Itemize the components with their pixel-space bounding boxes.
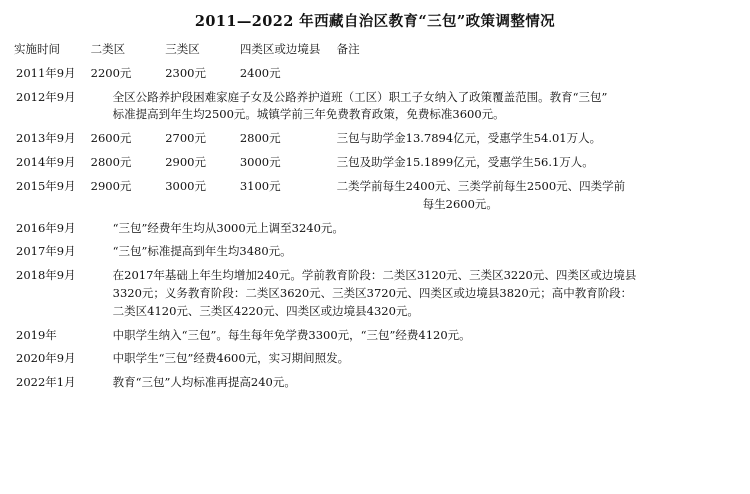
cell-full-note: [89, 240, 738, 264]
note-line: 教育“三包”人均标准再提高240元。: [112, 375, 296, 390]
cell-full-note: [89, 217, 738, 241]
cell-time: 2012年9月: [16, 89, 76, 104]
cell-time: 2020年9月: [16, 351, 76, 366]
table-row: [12, 217, 738, 241]
cell-full-note: [89, 371, 738, 395]
cell-full-note: [89, 324, 738, 348]
table-row: [12, 371, 738, 395]
cell-class3: 3000元: [165, 178, 207, 193]
note-line: 二类学前每生2400元、三类学前每生2500元、四类学前: [336, 178, 626, 193]
cell-class4: 2400元: [239, 65, 281, 80]
page-title: 2011—2022 年西藏自治区教育“三包”政策调整情况: [194, 13, 556, 30]
column-header-time: 实施时间: [14, 42, 60, 56]
note-line: 二类区4120元、三类区4220元、四类区或边境县4320元。: [112, 303, 419, 318]
cell-class4: 3000元: [239, 155, 281, 170]
cell-time: 2017年9月: [16, 244, 76, 259]
note-line: “三包”标准提高到年生均3480元。: [112, 244, 292, 259]
cell-full-note: [89, 347, 738, 371]
cell-note: 三包与助学金13.7894亿元，受惠学生54.01万人。: [336, 131, 602, 146]
header-row: [12, 38, 738, 62]
cell-note: [335, 175, 738, 217]
note-line: 中职学生纳入“三包”。每生每年免学费3300元，“三包”经费4120元。: [112, 327, 471, 342]
cell-time: 2011年9月: [16, 65, 76, 80]
cell-class2: 2900元: [90, 178, 132, 193]
column-header-class2: 二类区: [90, 42, 126, 56]
table-row: [12, 175, 738, 217]
cell-time: 2022年1月: [16, 375, 76, 390]
table-row: [12, 62, 738, 86]
policy-table: [12, 38, 738, 395]
table-row: [12, 86, 738, 128]
cell-class4: 2800元: [239, 131, 281, 146]
cell-class4: 3100元: [239, 178, 281, 193]
cell-time: 2014年9月: [16, 155, 76, 170]
table-row: [12, 347, 738, 371]
table-row: [12, 127, 738, 151]
table-row: [12, 264, 738, 323]
cell-note: 三包及助学金15.1899亿元，受惠学生56.1万人。: [336, 155, 594, 170]
cell-class2: 2800元: [90, 155, 132, 170]
cell-class3: 2700元: [165, 131, 207, 146]
cell-class3: 2900元: [165, 155, 207, 170]
cell-full-note: [89, 86, 738, 128]
note-line: 在2017年基础上年生均增加240元。学前教育阶段：二类区3120元、三类区3220元、四类区或边境县: [112, 268, 637, 283]
note-line: 中职学生“三包”经费4600元，实习期间照发。: [112, 351, 350, 366]
table-row: [12, 151, 738, 175]
cell-full-note: [89, 264, 738, 323]
cell-time: 2013年9月: [16, 131, 76, 146]
column-header-note: 备注: [336, 42, 360, 56]
cell-time: 2018年9月: [16, 268, 76, 283]
column-header-class3: 三类区: [165, 42, 200, 56]
cell-class2: 2200元: [90, 65, 132, 80]
note-line: “三包”经费年生均从3000元上调至3240元。: [112, 220, 344, 235]
table-row: [12, 240, 738, 264]
table-header: [12, 38, 738, 62]
note-line: 每生2600元。: [422, 196, 498, 211]
table-row: [12, 324, 738, 348]
note-line: 全区公路养护段困难家庭子女及公路养护道班（工区）职工子女纳入了政策覆盖范围。教育“三包”: [112, 89, 608, 104]
note-line: 标准提高到年生均2500元。城镇学前三年免费教育政策，免费标准3600元。: [112, 107, 505, 122]
table-body: [12, 62, 738, 395]
cell-time: 2016年9月: [16, 220, 76, 235]
note-line: 3320元；义务教育阶段：二类区3620元、三类区3720元、四类区或边境县3820元；高中教育阶段：: [112, 285, 633, 300]
cell-note: [335, 62, 738, 86]
cell-class2: 2600元: [90, 131, 132, 146]
column-header-class4: 四类区或边境县: [239, 42, 321, 56]
cell-time: 2015年9月: [16, 178, 76, 193]
cell-time: 2019年: [16, 327, 57, 342]
cell-class3: 2300元: [165, 65, 207, 80]
